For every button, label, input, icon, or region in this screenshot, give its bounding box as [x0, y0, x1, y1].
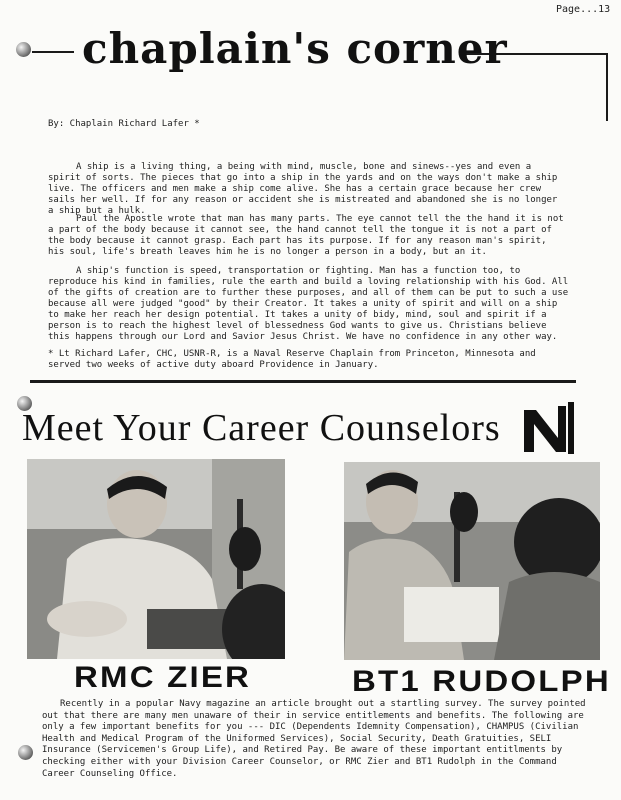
photo-bt1-rudolph-image: [344, 462, 600, 660]
section-divider: [30, 380, 576, 383]
binder-hole-bottom: [18, 745, 33, 760]
footnote-text: * Lt Richard Lafer, CHC, USNR-R, is a Naval Reserve Chaplain from Princeton, Minnesota and served two weeks of active duty aboard Providence in January.: [48, 349, 536, 370]
photo-rmc-zier: [27, 459, 285, 659]
career-paragraph: [42, 699, 592, 780]
paragraph-text: A ship is a living thing, a being with mind, muscle, bone and sinews--yes and even a spirit of sorts. The pieces that go into a ship in the yards and on the ways don't make a ship live. The officers and men make a ship come alive. She has a certain grace because her crew sails her well. If for any reason or accident she is mistreated and abandoned she is no longer a ship but a hulk.: [48, 162, 558, 216]
photo-bt1-rudolph: [344, 462, 600, 660]
chaplain-paragraph-1: [48, 162, 568, 217]
page-number: Page...13: [556, 4, 611, 15]
navy-n-logo: [520, 400, 578, 456]
chaplain-footnote: [48, 349, 568, 371]
header-rule-left: [32, 51, 74, 53]
byline: By: Chaplain Richard Lafer *: [48, 119, 200, 129]
paragraph-text: A ship's function is speed, transportation or fighting. Man has a function too, to reproduce his kind in families, rule the earth and build a loving relationship with his God. All of the gifts of creation are to further these purposes, and all of them can be put to such a use because all were judged "good" by their Creator. It takes a unity of spirit and will on a ship to make her reach her design potential. It takes a unity of bidy, mind, soul and spirit if a person is to reach the highest level of blessedness God wants to give us. Christians believe this happens through our Lord and Savior Jesus Christ. We have no confidence in any other way.: [48, 266, 569, 342]
photo-rmc-zier-image: [27, 459, 285, 659]
career-paragraph-text: Recently in a popular Navy magazine an article brought out a startling survey. The survey pointed out that there are many men unaware of their in service entitlements and benefits. The following are only a few important benefits for you --- DIC (Dependents Idemnity Compensation), CHAMPUS (Civilian Health and Medical Program of the Uniformed Services), Social Security, Death Gratuities, SELI Insurance (Servicemen's Group Life), and Retired Pay. Be aware of these important entitlments by checking either with your Division Career Counselor, or RMC Zier and BT1 Rudolph in the Command Career Counseling Office.: [42, 699, 586, 779]
binder-hole-top: [16, 42, 31, 57]
chaplain-paragraph-3: [48, 266, 570, 343]
header-rule-right-vertical: [606, 53, 608, 121]
name-rmc-zier: RMC ZIER: [74, 661, 252, 694]
chaplain-paragraph-2: [48, 214, 568, 258]
paragraph-text: Paul the Apostle wrote that man has many parts. The eye cannot tell the the hand it is not a part of the body because it cannot see, the hand cannot tell the tongue it is not a part of the body because it cannot grasp. Each part has its purpose. If for any reason man's spirit, his soul, life's breath leaves him he is no longer a person in a body, but an it.: [48, 214, 564, 257]
name-bt1-rudolph: BT1 RUDOLPH: [352, 665, 611, 698]
career-heading: Meet Your Career Counselors: [22, 407, 501, 449]
chaplain-title: chaplain's corner: [82, 24, 508, 73]
